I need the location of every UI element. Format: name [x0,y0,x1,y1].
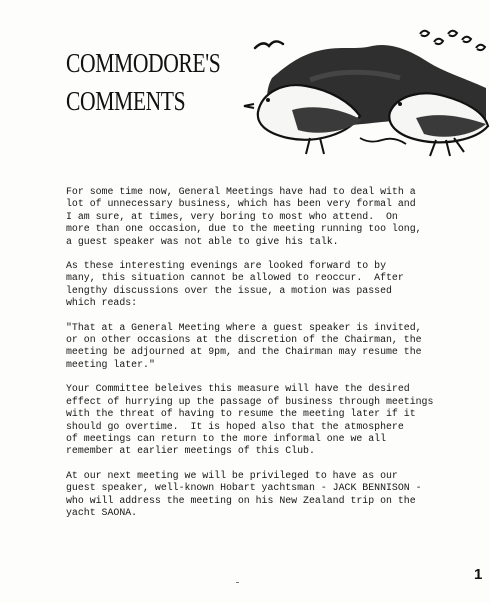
text-line: effect of hurrying up the passage of business through meetings [66,395,434,407]
text-line: who will address the meeting on his New Zealand trip on the [66,494,416,506]
text-line: many, this situation cannot be allowed to reoccur. After [66,272,404,284]
seabirds-on-rocks-illustration [240,20,490,160]
paragraph-5 [66,470,486,520]
text-line: meeting later." [66,358,155,370]
text-line: lot of unnecessary business, which has been very formal and [66,198,416,210]
scan-speck [236,582,239,583]
text-line: remember at earlier meetings of this Club. [66,445,315,457]
text-line: "That at a General Meeting where a guest speaker is invited, [66,321,422,333]
paragraph-4 [66,383,486,457]
text-line: more than one occasion, due to the meeting running too long, [66,223,422,235]
title-line-1: COMMODORE'S [66,48,221,78]
text-line: which reads: [66,297,138,309]
page-number: 1 [474,566,483,583]
article-body [66,186,486,531]
text-line: lengthy discussions over the issue, a motion was passed [66,284,392,296]
text-line: or on other occasions at the discretion of the Chairman, the [66,334,422,346]
text-line: with the threat of having to resume the meeting later if it [66,408,416,420]
text-line: I am sure, at times, very boring to most who attend. On [66,210,398,222]
text-line: Your Committee beleives this measure will have the desired [66,383,410,395]
paragraph-3-quote [66,322,486,372]
text-line: guest speaker, well-known Hobart yachtsman - JACK BENNISON - [66,482,422,494]
text-line: of meetings can return to the more informal one we all [66,432,387,444]
paragraph-1 [66,186,486,248]
title-line-2: COMMENTS [66,86,186,116]
page-title [66,44,220,120]
text-line: At our next meeting we will be privileged to have as our [66,469,398,481]
text-line: As these interesting evenings are looked forward to by [66,260,387,272]
text-line: meeting be adjourned at 9pm, and the Chairman may resume the [66,346,422,358]
text-line: yacht SAONA. [66,506,138,518]
text-line: a guest speaker was not able to give his talk. [66,235,339,247]
paragraph-2 [66,260,486,310]
text-line: For some time now, General Meetings have had to deal with a [66,186,416,197]
text-line: should go overtime. It is hoped also that the atmosphere [66,420,404,432]
